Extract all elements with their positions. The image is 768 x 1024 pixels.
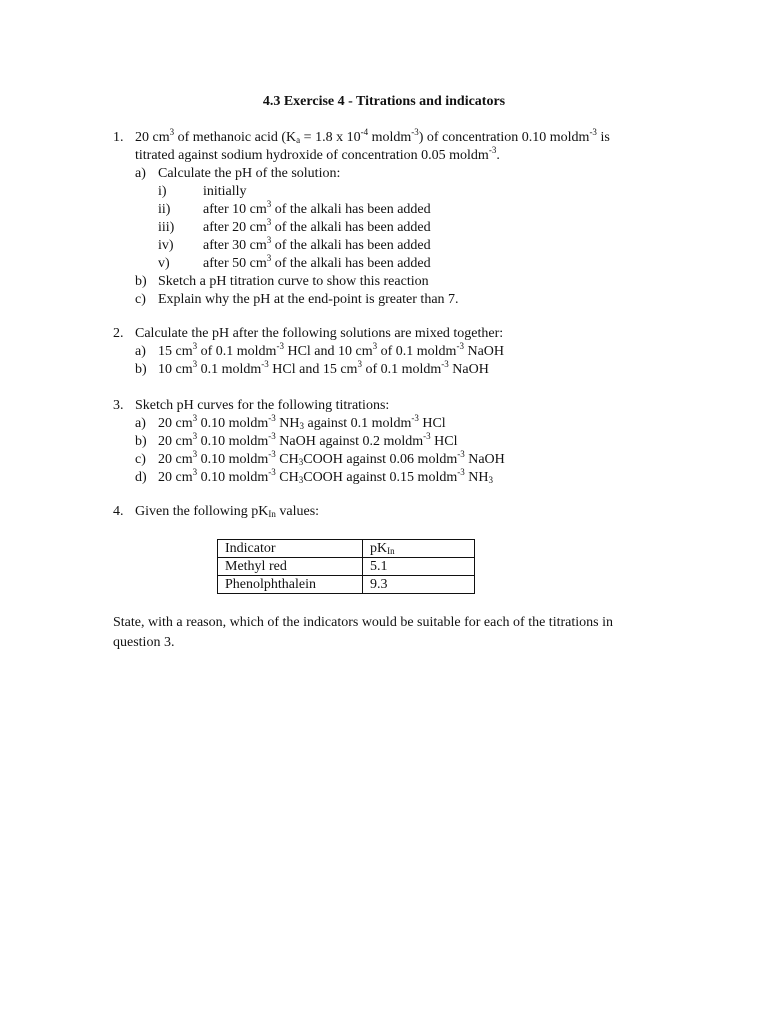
q3-sup: 3 xyxy=(192,467,198,477)
q3-text: against 0.1 moldm xyxy=(304,416,412,431)
question-3d xyxy=(113,469,673,487)
question-4-line-1 xyxy=(113,503,673,521)
q3-sup: -3 xyxy=(268,413,276,423)
q3-text: 0.10 moldm xyxy=(197,416,269,431)
q3-text: NaOH against 0.2 moldm xyxy=(275,434,424,449)
q3-text: 0.10 moldm xyxy=(197,452,269,467)
question-number: 3. xyxy=(113,398,124,413)
question-1a-v xyxy=(113,255,673,273)
table-header-cell xyxy=(363,540,475,558)
question-1a-i xyxy=(113,183,673,201)
q2-sup: -3 xyxy=(441,359,449,369)
q3-text: 0.10 moldm xyxy=(197,434,269,449)
q2-sup: 3 xyxy=(357,359,362,369)
q2-text: 0.1 moldm xyxy=(197,362,262,377)
roman-label: i) xyxy=(158,184,167,199)
question-1-line-2 xyxy=(113,147,673,165)
q3-text: COOH against 0.15 moldm xyxy=(303,470,458,485)
q3-sup: -3 xyxy=(457,467,465,477)
q2-text: HCl and 15 cm xyxy=(268,362,358,377)
q3-sub: 3 xyxy=(488,475,493,485)
q3-text: CH xyxy=(275,470,299,485)
q3-sup: -3 xyxy=(268,431,276,441)
q2-text: of 0.1 moldm xyxy=(197,344,277,359)
q3-sup: 3 xyxy=(192,449,198,459)
roman-text: of the alkali has been added xyxy=(271,238,431,253)
roman-text: after 20 cm xyxy=(203,220,267,235)
q2-sup: -3 xyxy=(456,341,464,351)
q3-text: 20 cm xyxy=(158,416,193,431)
question-1-line-1 xyxy=(113,129,673,147)
table-header-row xyxy=(218,540,475,558)
q4-text: Given the following pK xyxy=(135,504,269,519)
q3-text: HCl xyxy=(418,416,446,431)
roman-text: after 50 cm xyxy=(203,256,267,271)
q1-text: moldm xyxy=(368,130,412,145)
q3-sup: -3 xyxy=(457,449,465,459)
subpart-text: Calculate the pH of the solution: xyxy=(158,166,341,181)
q3-text: Sketch pH curves for the following titrations: xyxy=(135,398,390,413)
roman-text: after 10 cm xyxy=(203,202,267,217)
q3-text: NaOH xyxy=(464,452,505,467)
table-row xyxy=(218,558,475,576)
q1-sup: -3 xyxy=(589,127,597,137)
question-number: 4. xyxy=(113,504,124,519)
roman-text: initially xyxy=(203,184,247,199)
q1-sup: -3 xyxy=(488,145,497,155)
roman-text: of the alkali has been added xyxy=(271,202,431,217)
roman-text: after 30 cm xyxy=(203,238,267,253)
subpart-text: Explain why the pH at the end-point is greater than 7. xyxy=(158,292,459,307)
subpart-label: a) xyxy=(135,166,146,181)
indicator-table xyxy=(217,539,475,594)
q3-sup: -3 xyxy=(411,413,419,423)
roman-text: of the alkali has been added xyxy=(271,256,431,271)
page-title: 4.3 Exercise 4 - Titrations and indicators xyxy=(262,94,506,109)
q3-sub: 3 xyxy=(298,457,304,467)
roman-text: of the alkali has been added xyxy=(271,220,431,235)
q2-sup: 3 xyxy=(192,341,198,351)
roman-sup: 3 xyxy=(266,199,272,209)
question-number: 1. xyxy=(113,130,124,145)
question-1a-iii xyxy=(113,219,673,237)
subpart-label: b) xyxy=(135,274,147,289)
question-1a-iv xyxy=(113,237,673,255)
roman-label: ii) xyxy=(158,202,171,217)
table-cell-indicator: Methyl red xyxy=(218,558,363,576)
q2-sup: 3 xyxy=(192,359,198,369)
q3-sup: -3 xyxy=(268,467,276,477)
question-1c xyxy=(113,291,673,309)
roman-sup: 3 xyxy=(266,253,272,263)
roman-label: iii) xyxy=(158,220,175,235)
q3-sup: -3 xyxy=(268,449,276,459)
roman-sup: 3 xyxy=(266,235,272,245)
question-1a-ii xyxy=(113,201,673,219)
q3-text: HCl xyxy=(430,434,458,449)
q2-text: NaOH xyxy=(448,362,489,377)
question-number: 2. xyxy=(113,326,124,341)
subpart-label: b) xyxy=(135,434,147,449)
q2-sup: 3 xyxy=(372,341,378,351)
q2-text: 15 cm xyxy=(158,344,193,359)
q3-text: 20 cm xyxy=(158,452,193,467)
header-sub: In xyxy=(387,546,395,556)
roman-sup: 3 xyxy=(266,217,272,227)
question-2b xyxy=(113,361,673,379)
q1-text: of methanoic acid (K xyxy=(174,130,297,145)
table-header-cell: Indicator xyxy=(218,540,363,558)
q3-sub: 3 xyxy=(298,475,304,485)
question-1b xyxy=(113,273,673,291)
q3-text: CH xyxy=(275,452,299,467)
roman-label: iv) xyxy=(158,238,174,253)
q1-sup: -3 xyxy=(411,127,419,137)
q3-text: 0.10 moldm xyxy=(197,470,269,485)
q2-sup: -3 xyxy=(276,341,284,351)
q2-text: Calculate the pH after the following solutions are mixed together: xyxy=(135,326,504,341)
subpart-label: c) xyxy=(135,452,146,467)
q3-sup: -3 xyxy=(423,431,431,441)
roman-label: v) xyxy=(158,256,170,271)
subpart-label: b) xyxy=(135,362,147,377)
q1-text: titrated against sodium hydroxide of concentration 0.05 moldm xyxy=(135,148,489,163)
q2-sup: -3 xyxy=(261,359,269,369)
q2-text: HCl and 10 cm xyxy=(283,344,373,359)
table-row xyxy=(218,576,475,594)
subpart-text: Sketch a pH titration curve to show this reaction xyxy=(158,274,429,289)
q3-sup: 3 xyxy=(192,431,198,441)
question-3 xyxy=(113,397,673,487)
q1-text: 20 cm xyxy=(135,130,170,145)
q1-sub: a xyxy=(296,135,301,145)
q3-text: 20 cm xyxy=(158,434,193,449)
q1-text: ) of concentration 0.10 moldm xyxy=(418,130,590,145)
subpart-label: a) xyxy=(135,416,146,431)
table-cell-pkin: 9.3 xyxy=(363,576,475,594)
subpart-label: d) xyxy=(135,470,147,485)
q3-sub: 3 xyxy=(299,421,305,431)
q3-text: NH xyxy=(464,470,489,485)
q2-text: of 0.1 moldm xyxy=(377,344,457,359)
question-2 xyxy=(113,325,673,379)
table-cell-pkin: 5.1 xyxy=(363,558,475,576)
q3-text: 20 cm xyxy=(158,470,193,485)
subpart-label: a) xyxy=(135,344,146,359)
q4-text: values: xyxy=(275,504,320,519)
q2-text: 10 cm xyxy=(158,362,193,377)
subpart-label: c) xyxy=(135,292,146,307)
table-cell-indicator: Phenolphthalein xyxy=(218,576,363,594)
question-4 xyxy=(113,503,673,521)
closing-instruction: State, with a reason, which of the indicators would be suitable for each of the titrations in question 3. xyxy=(113,615,613,650)
question-1a xyxy=(113,165,673,183)
header-text: pK xyxy=(370,541,388,556)
question-1 xyxy=(113,129,673,309)
q4-sub: In xyxy=(268,509,276,519)
q3-text: COOH against 0.06 moldm xyxy=(303,452,458,467)
q2-text: NaOH xyxy=(463,344,504,359)
q1-sup: -4 xyxy=(360,127,369,137)
q3-text: NH xyxy=(275,416,300,431)
q2-text: of 0.1 moldm xyxy=(361,362,442,377)
q3-sup: 3 xyxy=(192,413,198,423)
q1-sup: 3 xyxy=(169,127,175,137)
q1-text: . xyxy=(496,148,500,163)
q1-text: is xyxy=(596,130,610,145)
q1-text: = 1.8 x 10 xyxy=(300,130,361,145)
